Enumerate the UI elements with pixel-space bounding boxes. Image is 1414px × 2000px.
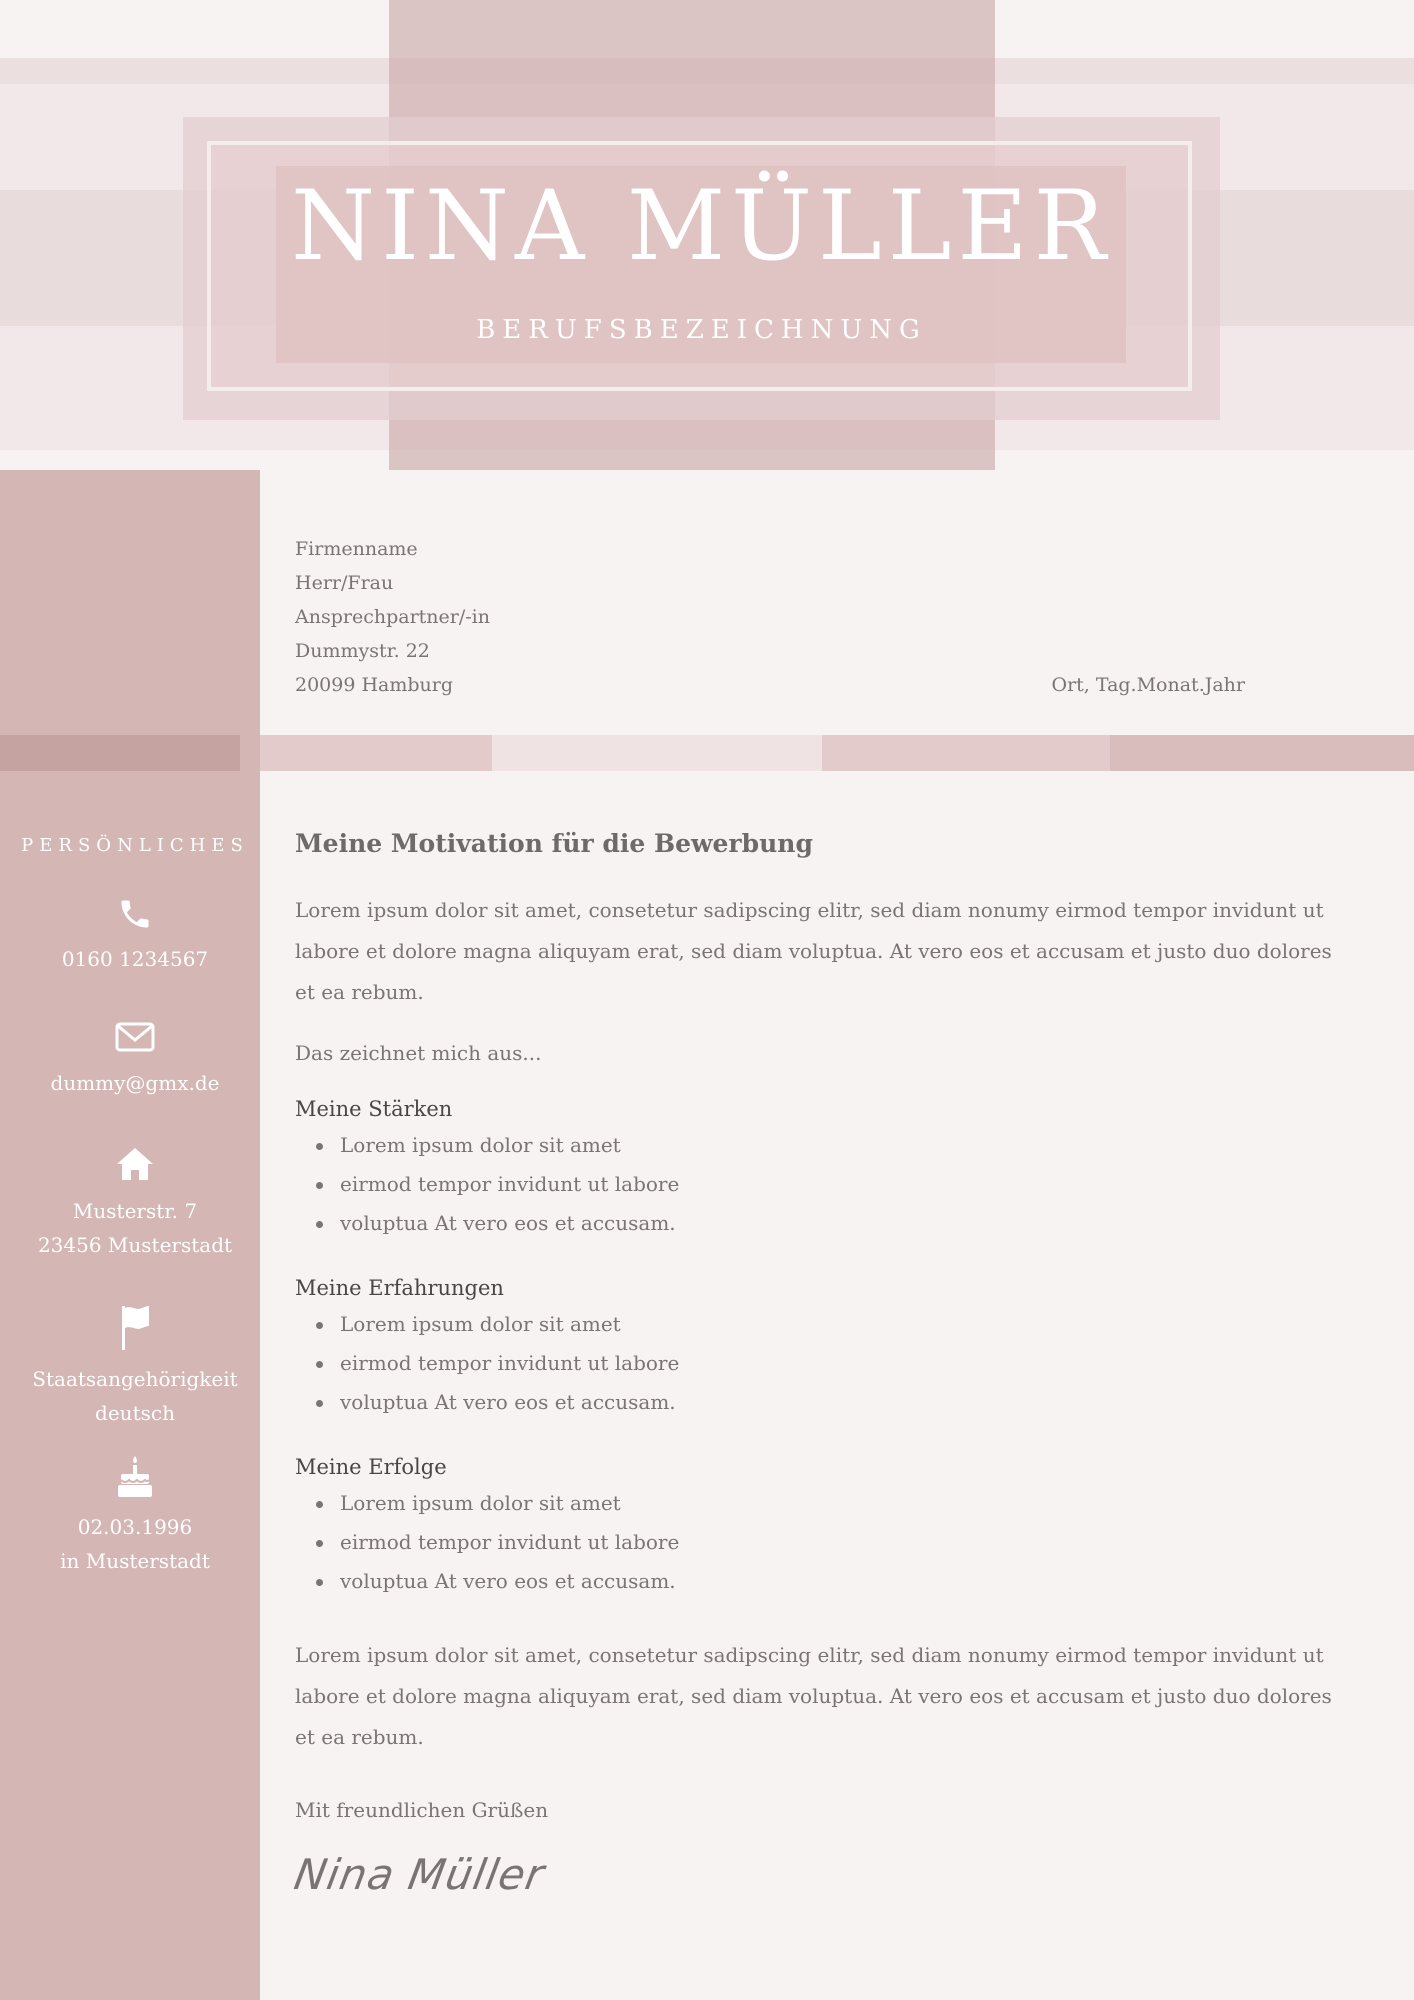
phone-block (0, 896, 270, 976)
email-block (0, 1020, 270, 1100)
list-item: Lorem ipsum dolor sit amet (340, 1484, 1345, 1523)
header-banner (0, 0, 1414, 470)
bullet-list (295, 1126, 1345, 1243)
street-address: Musterstr. 7 (72, 1199, 198, 1223)
list-item: Lorem ipsum dolor sit amet (340, 1126, 1345, 1165)
applicant-name: NINA MÜLLER (291, 170, 1112, 282)
nationality-value: deutsch (95, 1401, 175, 1425)
home-icon (115, 1146, 155, 1182)
recipient-street: Dummystr. 22 (295, 640, 430, 662)
bullet-list (295, 1305, 1345, 1422)
letter-body (290, 824, 1345, 1903)
phone-number: 0160 1234567 (61, 947, 209, 971)
section-experience (295, 1271, 1345, 1422)
recipient-address (295, 532, 490, 702)
bullet-list (295, 1484, 1345, 1601)
phone-icon (117, 896, 153, 932)
divider-segment (492, 735, 822, 771)
list-item: voluptua At vero eos et accusam. (340, 1204, 1345, 1243)
list-item: Lorem ipsum dolor sit amet (340, 1305, 1345, 1344)
recipient-city: 20099 Hamburg (295, 674, 454, 696)
nationality-label: Staatsangehörigkeit (32, 1367, 238, 1391)
list-item: voluptua At vero eos et accusam. (340, 1383, 1345, 1422)
address-block (0, 1146, 270, 1262)
intro-paragraph: Lorem ipsum dolor sit amet, consetetur sadipscing elitr, sed diam nonumy eirmod tempor invidunt ut labore et dolore magna aliquyam erat, sed diam voluptua. At vero eos et accusam et justo duo dolores et ea rebum. (295, 898, 1332, 1004)
nationality-block (0, 1304, 270, 1430)
divider-segment (260, 735, 492, 771)
recipient-salutation: Herr/Frau (295, 572, 394, 594)
personal-section-title: PERSÖNLICHES (21, 835, 249, 856)
divider-segment (240, 735, 260, 771)
section-title: Meine Erfolge (295, 1455, 447, 1479)
place-date: Ort, Tag.Monat.Jahr (1051, 674, 1245, 696)
list-item: eirmod tempor invidunt ut labore (340, 1523, 1345, 1562)
signature: Nina Müller (290, 1850, 549, 1899)
birth-block (0, 1454, 270, 1578)
divider-segment (0, 735, 240, 771)
letter-subject: Meine Motivation für die Bewerbung (295, 829, 813, 858)
birth-date: 02.03.1996 (77, 1515, 193, 1539)
city-address: 23456 Musterstadt (37, 1233, 233, 1257)
flag-icon (117, 1304, 153, 1352)
email-address: dummy@gmx.de (50, 1071, 220, 1095)
strengths-lead: Das zeichnet mich aus... (295, 1041, 542, 1065)
mail-icon (114, 1020, 156, 1054)
section-title: Meine Stärken (295, 1097, 453, 1121)
closing-paragraph: Lorem ipsum dolor sit amet, consetetur sadipscing elitr, sed diam nonumy eirmod tempor invidunt ut labore et dolore magna aliquyam erat, sed diam voluptua. At vero eos et accusam et justo duo dolores et ea rebum. (295, 1643, 1332, 1749)
recipient-company: Firmenname (295, 538, 418, 560)
list-item: eirmod tempor invidunt ut labore (340, 1165, 1345, 1204)
job-title: BERUFSBEZEICHNUNG (476, 315, 927, 345)
list-item: voluptua At vero eos et accusam. (340, 1562, 1345, 1601)
section-strengths (295, 1092, 1345, 1243)
recipient-contact: Ansprechpartner/-in (295, 606, 490, 628)
birth-place: in Musterstadt (60, 1549, 210, 1573)
divider-segment (1110, 735, 1414, 771)
divider-segment (822, 735, 1110, 771)
cake-icon (115, 1454, 155, 1500)
section-title: Meine Erfahrungen (295, 1276, 504, 1300)
section-achievements (295, 1450, 1345, 1601)
list-item: eirmod tempor invidunt ut labore (340, 1344, 1345, 1383)
greeting: Mit freundlichen Grüßen (295, 1798, 549, 1822)
